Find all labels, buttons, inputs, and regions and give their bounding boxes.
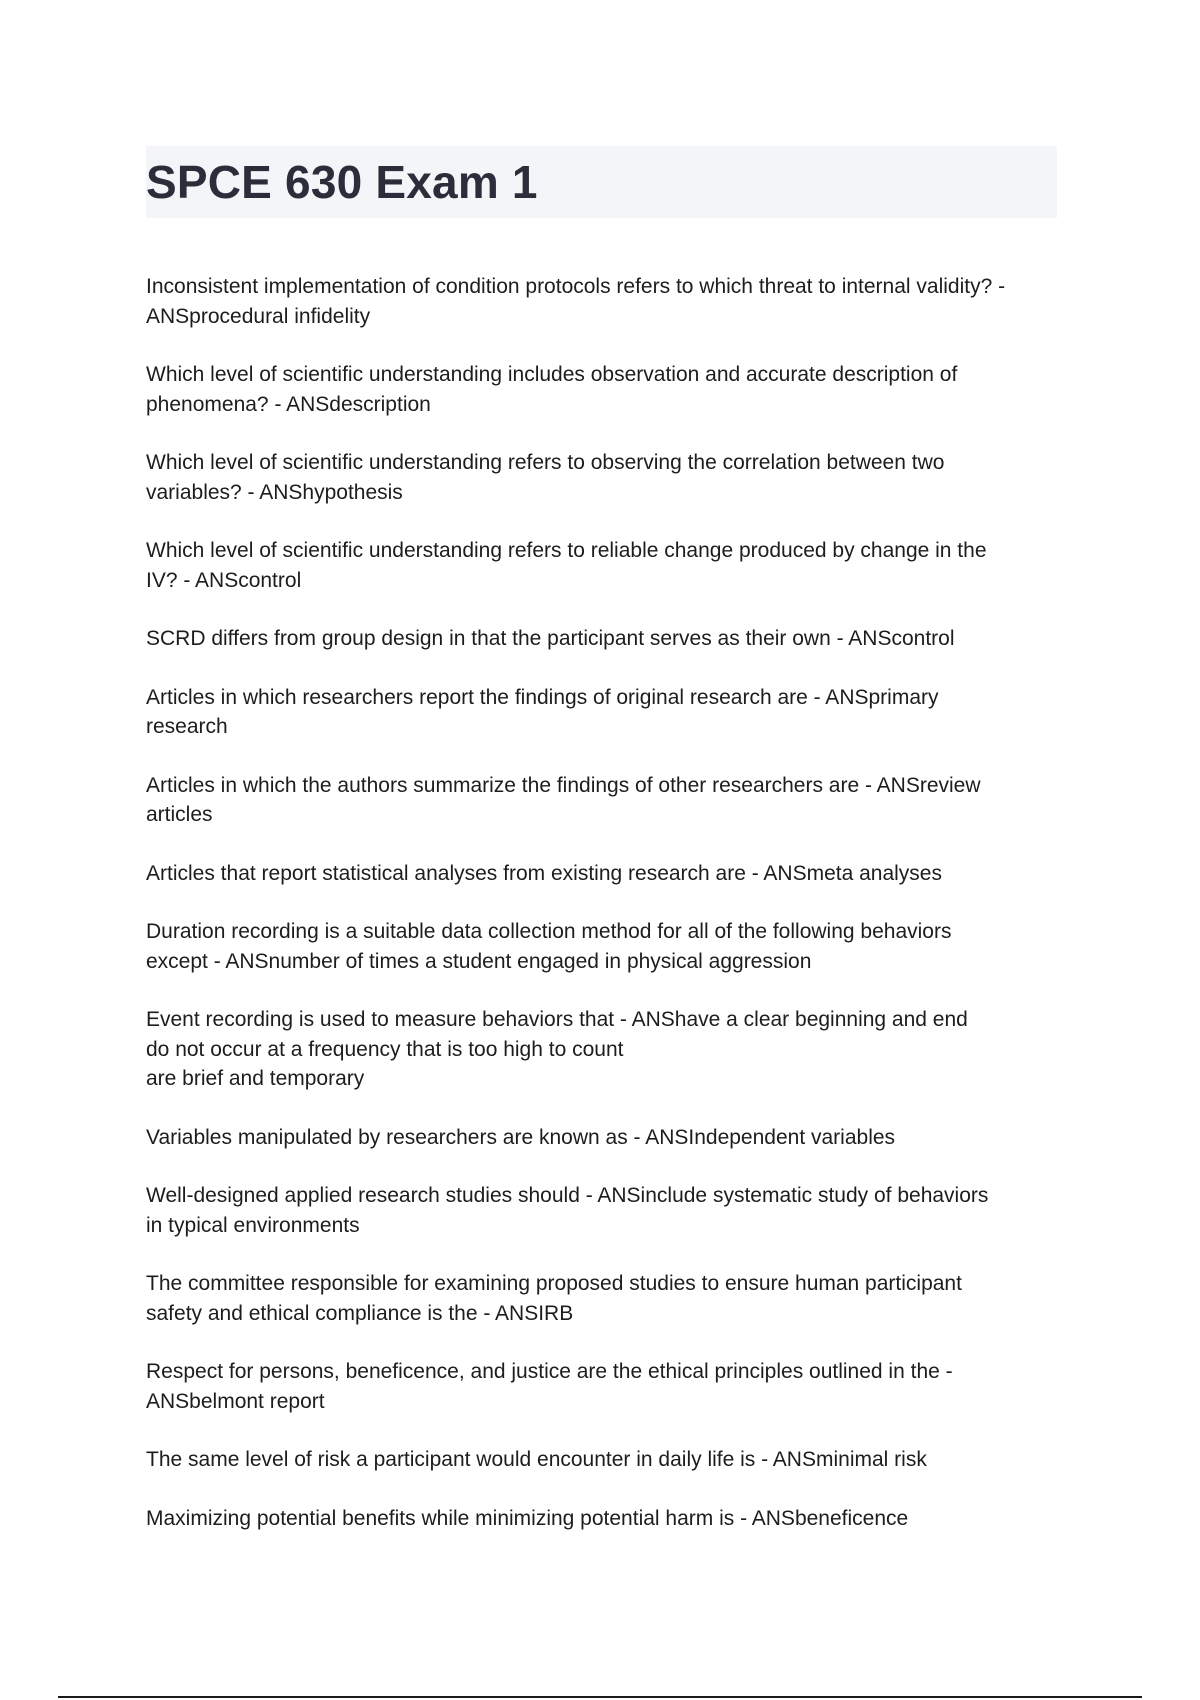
question-item: Duration recording is a suitable data collection method for all of the following behaviors except - ANSnumber of times a student engaged in physical aggression (146, 920, 952, 973)
question-item: Which level of scientific understanding refers to observing the correlation between two variables? - ANShypothesis (146, 451, 945, 504)
question-item: The committee responsible for examining proposed studies to ensure human participant safety and ethical compliance is the - ANSIRB (146, 1272, 962, 1325)
question-item: The same level of risk a participant would encounter in daily life is - ANSminimal risk (146, 1448, 927, 1471)
title-band (146, 146, 1057, 218)
question-item: Which level of scientific understanding includes observation and accurate description of phenomena? - ANSdescription (146, 363, 958, 416)
question-item: Variables manipulated by researchers are known as - ANSIndependent variables (146, 1125, 896, 1149)
footer-divider (58, 1696, 1142, 1698)
page-title: SPCE 630 Exam 1 (146, 156, 538, 208)
question-item: Respect for persons, beneficence, and justice are the ethical principles outlined in the - ANSbelmont report (146, 1360, 953, 1413)
question-item: Articles in which researchers report the findings of original research are - ANSprimary research (146, 685, 939, 738)
question-item: Which level of scientific understanding refers to reliable change produced by change in the IV? - ANScontrol (146, 539, 987, 592)
question-item: Event recording is used to measure behaviors that - ANShave a clear beginning and end do not occur at a frequency that is too high to count are brief and temporary (146, 1008, 968, 1090)
question-list (146, 272, 1066, 1562)
question-item: Maximizing potential benefits while minimizing potential harm is - ANSbeneficence (146, 1506, 909, 1530)
question-item: Articles that report statistical analyses from existing research are - ANSmeta analyses (146, 861, 942, 885)
question-item: SCRD differs from group design in that the participant serves as their own - ANScontrol (146, 627, 955, 650)
question-item: Articles in which the authors summarize the findings of other researchers are - ANSreview articles (146, 773, 981, 826)
question-item: Well-designed applied research studies should - ANSinclude systematic study of behaviors in typical environments (146, 1184, 989, 1237)
question-item: Inconsistent implementation of condition protocols refers to which threat to internal validity? - ANSprocedural infidelity (146, 275, 1006, 328)
